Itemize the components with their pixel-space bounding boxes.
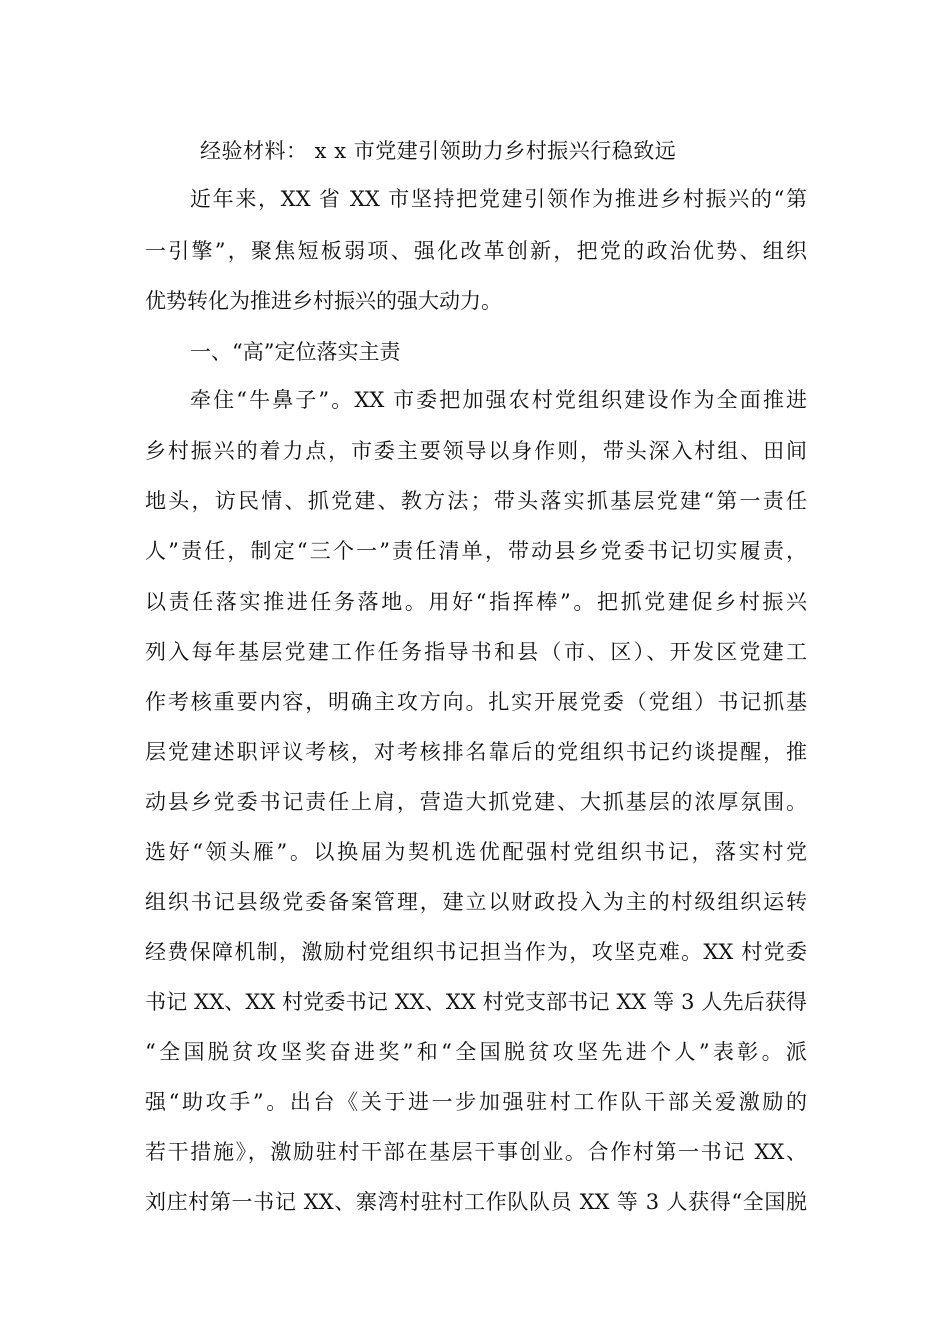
paragraph-line: 近年来，XX 省 XX 市坚持把党建引领作为推进乡村振兴的“第 — [190, 187, 807, 211]
paragraph-line: 牵住“牛鼻子”。XX 市委把加强农村党组织建设作为全面推进 — [190, 388, 807, 412]
paragraph-line: 组织书记县级党委备案管理，建立以财政投入为主的村级组织运转 — [145, 890, 807, 914]
paragraph-line: 书记 XX、XX 村党委书记 XX、XX 村党支部书记 XX 等 3 人先后获得 — [145, 990, 807, 1014]
paragraph-line: 以责任落实推进任务落地。用好“指挥棒”。把抓党建促乡村振兴 — [145, 590, 807, 614]
paragraph-line: 乡村振兴的着力点，市委主要领导以身作则，带头深入村组、田间 — [145, 439, 807, 463]
paragraph-line: 动县乡党委书记责任上肩，营造大抓党建、大抓基层的浓厚氛围。 — [145, 790, 807, 814]
paragraph-line: 刘庄村第一书记 XX、寨湾村驻村工作队队员 XX 等 3 人获得“全国脱 — [145, 1190, 807, 1214]
paragraph-line: 选好“领头雁”。以换届为契机选优配强村党组织书记，落实村党 — [145, 840, 807, 864]
paragraph-line: 层党建述职评议考核，对考核排名靠后的党组织书记约谈提醒，推 — [145, 740, 807, 764]
section-heading: 一、“高”定位落实主责 — [190, 340, 401, 364]
paragraph-line: 地头，访民情、抓党建、教方法；带头落实抓基层党建“第一责任 — [145, 489, 807, 513]
paragraph-line: 若干措施》，激励驻村干部在基层干事创业。合作村第一书记 XX、 — [145, 1140, 807, 1164]
paragraph-line: 列入每年基层党建工作任务指导书和县（市、区）、开发区党建工 — [145, 640, 807, 664]
paragraph-line: 经费保障机制，激励村党组织书记担当作为，攻坚克难。XX 村党委 — [145, 940, 807, 964]
paragraph-line: 作考核重要内容，明确主攻方向。扎实开展党委（党组）书记抓基 — [145, 690, 807, 714]
document-title: 经验材料： x x 市党建引领助力乡村振兴行稳致远 — [200, 139, 677, 163]
paragraph-line: 一引擎”，聚焦短板弱项、强化改革创新，把党的政治优势、组织 — [145, 239, 807, 263]
paragraph-line: “全国脱贫攻坚奖奋进奖”和“全国脱贫攻坚先进个人”表彰。派 — [145, 1040, 807, 1064]
paragraph-line: 强“助攻手”。出台《关于进一步加强驻村工作队干部关爱激励的 — [145, 1090, 807, 1114]
paragraph-line: 优势转化为推进乡村振兴的强大动力。 — [145, 289, 502, 313]
paragraph-line: 人”责任，制定“三个一”责任清单，带动县乡党委书记切实履责， — [145, 539, 807, 563]
